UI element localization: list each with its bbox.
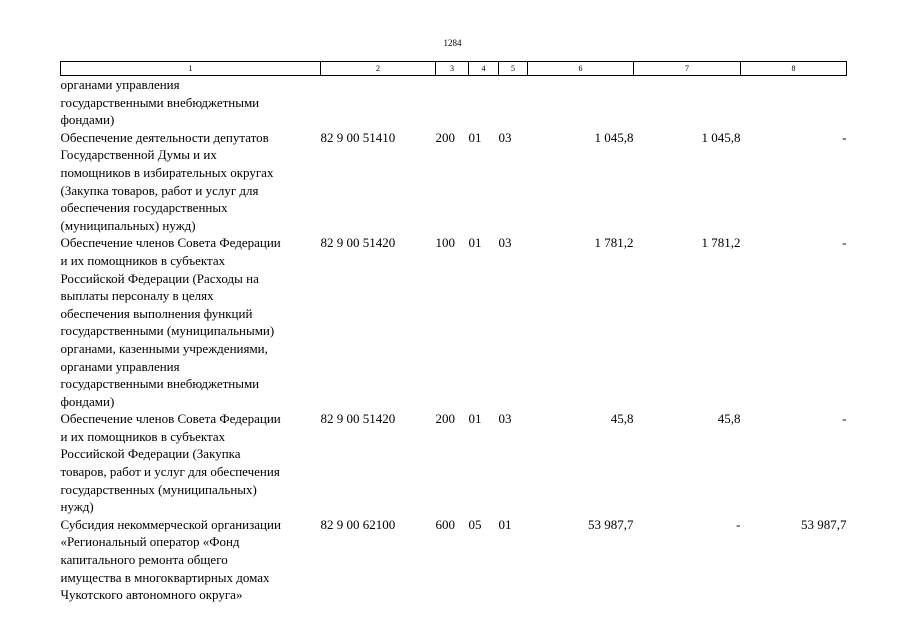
row-subsection: 01	[498, 516, 512, 532]
column-header: 3	[436, 62, 469, 76]
column-header: 7	[634, 62, 741, 76]
column-header: 4	[469, 62, 499, 76]
row-section: 05	[468, 516, 482, 532]
row-amount-total: 1 781,2	[594, 235, 634, 251]
page-number: 1284	[443, 38, 462, 48]
row-section: 01	[468, 411, 482, 427]
row-description: Обеспечение членов Совета Федерации и их помощников в субъектах Российской Федерации (Расходы на выплаты персоналу в целях обеспечения выполнения функций государственными (муниципальными) органами, казенными учреждениями, органами управления государственными внебюджетными фондами)	[60, 235, 281, 409]
row-amount-total: 1 045,8	[594, 129, 634, 145]
column-header: 8	[741, 62, 847, 76]
row-amount-federal: -	[736, 516, 741, 532]
row-expense-type: 200	[435, 129, 455, 145]
row-amount-total: 53 987,7	[588, 516, 634, 532]
row-section: 01	[468, 235, 482, 251]
row-section: 01	[468, 129, 482, 145]
table-body	[61, 76, 847, 604]
row-section	[469, 76, 499, 129]
row-subsection: 03	[498, 411, 512, 427]
row-code: 82 9 00 51420	[320, 235, 396, 251]
row-amount-regional	[741, 76, 847, 129]
row-expense-type: 600	[435, 516, 455, 532]
row-amount-regional: 53 987,7	[801, 516, 847, 532]
column-header: 5	[499, 62, 528, 76]
column-header: 1	[61, 62, 321, 76]
table-row	[61, 76, 847, 129]
row-amount-federal: 45,8	[717, 411, 741, 427]
row-code: 82 9 00 51420	[320, 411, 396, 427]
table-row	[61, 129, 847, 235]
row-amount-total	[528, 76, 634, 129]
row-amount-regional: -	[842, 235, 847, 251]
row-code: 82 9 00 62100	[320, 516, 396, 532]
table-row	[61, 234, 847, 410]
row-description: Обеспечение деятельности депутатов Государственной Думы и их помощников в избирательных округах (Закупка товаров, работ и услуг для обеспечения государственных (муниципальных) нужд)	[60, 129, 274, 233]
column-header: 2	[321, 62, 436, 76]
budget-table	[60, 61, 847, 604]
row-expense-type: 200	[435, 411, 455, 427]
table-row	[61, 410, 847, 516]
row-amount-federal	[634, 76, 741, 129]
table-row	[61, 516, 847, 604]
row-amount-federal: 1 781,2	[701, 235, 741, 251]
row-amount-total: 45,8	[610, 411, 634, 427]
row-description: органами управления государственными внебюджетными фондами)	[60, 77, 260, 128]
column-header: 6	[528, 62, 634, 76]
row-expense-type: 100	[435, 235, 455, 251]
row-expense-type	[436, 76, 469, 129]
row-description: Обеспечение членов Совета Федерации и их помощников в субъектах Российской Федерации (Закупка товаров, работ и услуг для обеспечения государственных (муниципальных) нужд)	[60, 411, 281, 515]
row-code	[321, 76, 436, 129]
row-description: Субсидия некоммерческой организации «Региональный оператор «Фонд капитального ремонта общего имущества в многоквартирных домах Чукотского автономного округа»	[60, 516, 281, 603]
row-amount-federal: 1 045,8	[701, 129, 741, 145]
row-subsection	[499, 76, 528, 129]
row-subsection: 03	[498, 129, 512, 145]
column-number-header	[61, 62, 847, 76]
row-subsection: 03	[498, 235, 512, 251]
row-amount-regional: -	[842, 129, 847, 145]
row-code: 82 9 00 51410	[320, 129, 396, 145]
row-amount-regional: -	[842, 411, 847, 427]
